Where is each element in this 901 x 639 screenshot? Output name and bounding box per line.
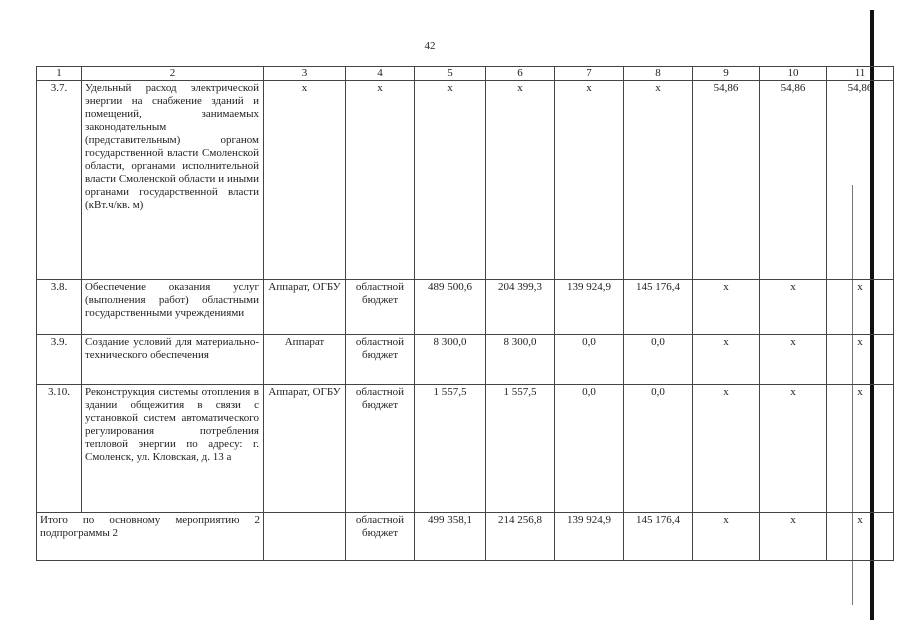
table-row: [37, 81, 894, 280]
row-description: Реконструкция системы отопления в здании общежития в связи с установкой систем автоматического регулирования потребления тепловой энергии по адресу: г. Смоленск, ул. Кловская, д. 13 а: [82, 385, 264, 513]
column-header: 5: [415, 67, 486, 81]
summary-label: Итого по основному мероприятию 2 подпрограммы 2: [37, 513, 264, 561]
row-total: 1 557,5: [415, 385, 486, 513]
row-indicator-3: 54,86: [827, 81, 894, 280]
row-year-1: 1 557,5: [486, 385, 555, 513]
column-number-row: [37, 67, 894, 81]
column-header: 4: [346, 67, 415, 81]
summary-total: 499 358,1: [415, 513, 486, 561]
row-total: 8 300,0: [415, 335, 486, 385]
summary-indicator-3: х: [827, 513, 894, 561]
summary-indicator-2: х: [760, 513, 827, 561]
row-total: х: [415, 81, 486, 280]
summary-funding-source: областной бюджет: [346, 513, 415, 561]
table-row: [37, 280, 894, 335]
summary-year-3: 145 176,4: [624, 513, 693, 561]
row-executor: Аппарат, ОГБУ: [264, 280, 346, 335]
row-indicator-2: 54,86: [760, 81, 827, 280]
row-year-2: 0,0: [555, 335, 624, 385]
row-year-3: 0,0: [624, 335, 693, 385]
row-indicator-3: х: [827, 280, 894, 335]
row-funding-source: областной бюджет: [346, 280, 415, 335]
row-year-3: 145 176,4: [624, 280, 693, 335]
summary-executor: [264, 513, 346, 561]
row-funding-source: х: [346, 81, 415, 280]
column-header: 10: [760, 67, 827, 81]
row-indicator-1: х: [693, 280, 760, 335]
column-header: 1: [37, 67, 82, 81]
row-number: 3.9.: [37, 335, 82, 385]
row-indicator-1: х: [693, 385, 760, 513]
row-description: Создание условий для материально-технического обеспечения: [82, 335, 264, 385]
row-description: Обеспечение оказания услуг (выполнения работ) областными государственными учреждениями: [82, 280, 264, 335]
column-header: 7: [555, 67, 624, 81]
row-funding-source: областной бюджет: [346, 335, 415, 385]
row-indicator-2: х: [760, 335, 827, 385]
row-year-3: 0,0: [624, 385, 693, 513]
row-year-2: 139 924,9: [555, 280, 624, 335]
row-number: 3.10.: [37, 385, 82, 513]
row-indicator-2: х: [760, 280, 827, 335]
row-executor: Аппарат, ОГБУ: [264, 385, 346, 513]
column-header: 6: [486, 67, 555, 81]
row-year-2: х: [555, 81, 624, 280]
summary-year-1: 214 256,8: [486, 513, 555, 561]
row-year-2: 0,0: [555, 385, 624, 513]
summary-indicator-1: х: [693, 513, 760, 561]
row-year-1: 8 300,0: [486, 335, 555, 385]
row-number: 3.7.: [37, 81, 82, 280]
row-executor: Аппарат: [264, 335, 346, 385]
row-indicator-1: х: [693, 335, 760, 385]
row-year-1: х: [486, 81, 555, 280]
row-indicator-3: х: [827, 335, 894, 385]
budget-table: [36, 66, 894, 561]
row-number: 3.8.: [37, 280, 82, 335]
row-indicator-2: х: [760, 385, 827, 513]
table-row: [37, 335, 894, 385]
row-total: 489 500,6: [415, 280, 486, 335]
page-number: 42: [424, 40, 436, 52]
column-header: 8: [624, 67, 693, 81]
row-indicator-3: х: [827, 385, 894, 513]
row-year-1: 204 399,3: [486, 280, 555, 335]
column-header: 2: [82, 67, 264, 81]
row-description: Удельный расход электрической энергии на снабжение зданий и помещений, занимаемых законодательным (представительным) органом государственной власти Смоленской области, органами исполнительной власти Смоленской области и иными органами государственной власти (кВт.ч/кв. м): [82, 81, 264, 280]
summary-year-2: 139 924,9: [555, 513, 624, 561]
row-executor: х: [264, 81, 346, 280]
table-row: [37, 385, 894, 513]
summary-row: [37, 513, 894, 561]
column-header: 9: [693, 67, 760, 81]
row-indicator-1: 54,86: [693, 81, 760, 280]
row-year-3: х: [624, 81, 693, 280]
column-header: 11: [827, 67, 894, 81]
column-header: 3: [264, 67, 346, 81]
row-funding-source: областной бюджет: [346, 385, 415, 513]
